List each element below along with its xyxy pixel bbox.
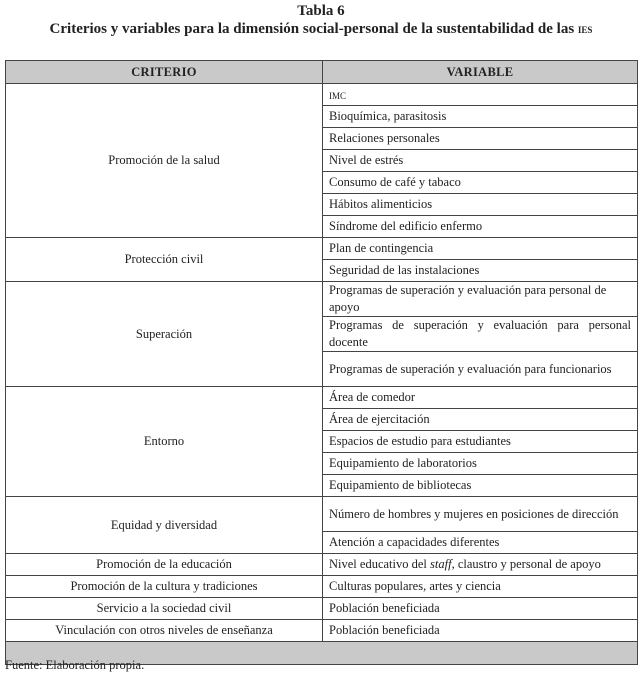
table-row — [6, 282, 638, 317]
variable-cell: Equipamiento de laboratorios — [323, 453, 638, 475]
criterio-cell: Promoción de la educación — [6, 554, 323, 576]
caption-abbr: ies — [577, 21, 593, 36]
variable-cell: Seguridad de las instalaciones — [323, 260, 638, 282]
variable-cell: Área de ejercitación — [323, 409, 638, 431]
variable-cell: Relaciones personales — [323, 128, 638, 150]
variable-cell: imc — [323, 84, 638, 106]
variable-cell: Programas de superación y evaluación para personal de apoyo — [323, 282, 638, 317]
criterio-cell: Superación — [6, 282, 323, 387]
table-title-block — [0, 0, 642, 38]
table-row — [6, 598, 638, 620]
variable-cell: Síndrome del edificio enfermo — [323, 216, 638, 238]
variable-cell: Equipamiento de bibliotecas — [323, 475, 638, 497]
table-row — [6, 554, 638, 576]
caption-main: Criterios y variables para la dimensión social-personal de la sustentabilidad de las — [49, 21, 575, 37]
variable-cell: Consumo de café y tabaco — [323, 172, 638, 194]
criterio-cell: Promoción de la salud — [6, 84, 323, 238]
criterio-cell: Servicio a la sociedad civil — [6, 598, 323, 620]
variable-cell: Plan de contingencia — [323, 238, 638, 260]
table-row — [6, 387, 638, 409]
criterio-cell: Vinculación con otros niveles de enseñanza — [6, 620, 323, 642]
criterio-cell: Entorno — [6, 387, 323, 497]
criterio-cell: Equidad y diversidad — [6, 497, 323, 554]
variable-cell: Población beneficiada — [323, 598, 638, 620]
variable-cell: Población beneficiada — [323, 620, 638, 642]
criterio-cell: Promoción de la cultura y tradiciones — [6, 576, 323, 598]
variable-cell: Hábitos alimenticios — [323, 194, 638, 216]
header-criterio: CRITERIO — [6, 61, 323, 84]
table-row — [6, 238, 638, 260]
source-note: Fuente: Elaboración propia. — [5, 658, 145, 672]
table-row — [6, 576, 638, 598]
criteria-table — [5, 60, 638, 665]
table-caption — [0, 20, 642, 38]
variable-cell: Bioquímica, parasitosis — [323, 106, 638, 128]
table-row — [6, 497, 638, 532]
variable-cell: Nivel de estrés — [323, 150, 638, 172]
variable-cell: Culturas populares, artes y ciencia — [323, 576, 638, 598]
variable-cell: Número de hombres y mujeres en posiciones de dirección — [323, 497, 638, 532]
table-row — [6, 84, 638, 106]
variable-cell: Programas de superación y evaluación para funcionarios — [323, 352, 638, 387]
variable-cell: Nivel educativo del staff, claustro y personal de apoyo — [323, 554, 638, 576]
variable-cell: Espacios de estudio para estudiantes — [323, 431, 638, 453]
variable-cell: Área de comedor — [323, 387, 638, 409]
variable-cell: Programas de superación y evaluación para personal docente — [323, 317, 638, 352]
variable-cell: Atención a capacidades diferentes — [323, 532, 638, 554]
table-number: Tabla 6 — [297, 3, 345, 19]
criterio-cell: Protección civil — [6, 238, 323, 282]
header-variable: VARIABLE — [323, 61, 638, 84]
table-row — [6, 620, 638, 642]
